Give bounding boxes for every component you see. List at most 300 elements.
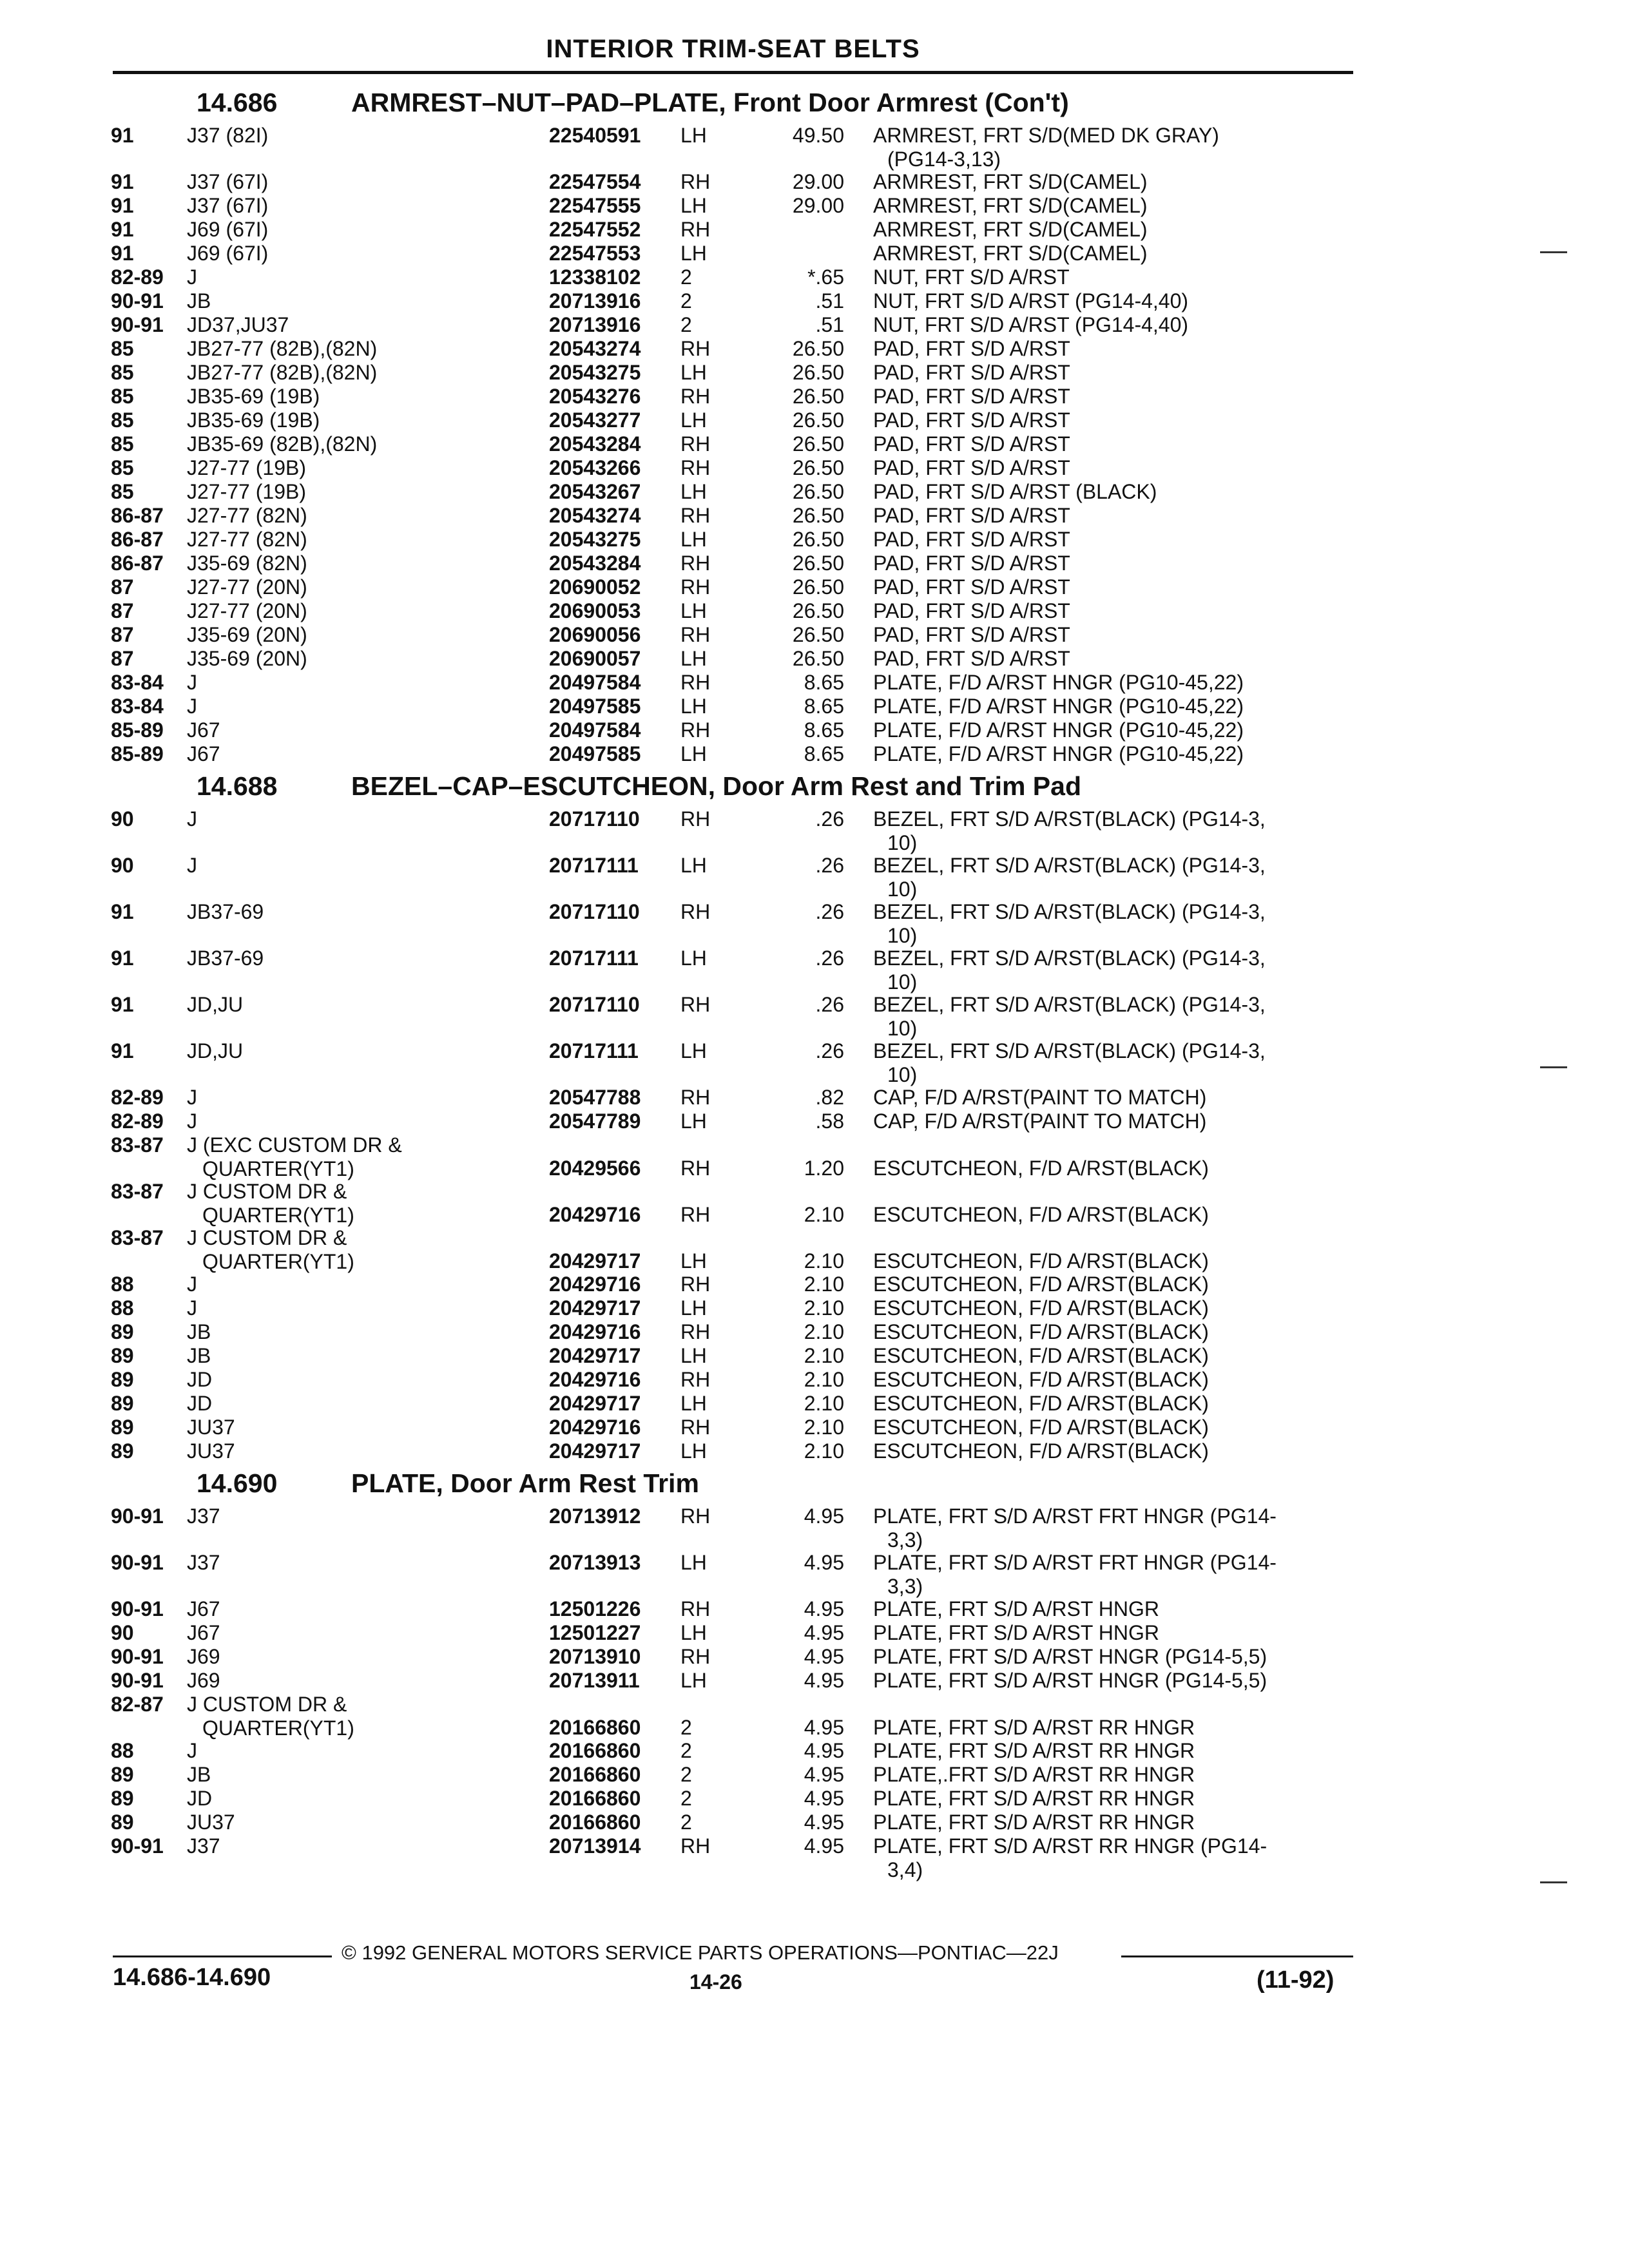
model-cell <box>187 1787 212 1811</box>
quantity: LH <box>680 1621 707 1644</box>
part-number: 20717111 <box>549 854 639 877</box>
part-number: 20690056 <box>549 623 641 646</box>
model-cell <box>187 265 197 289</box>
quantity: RH <box>680 170 711 193</box>
section-number: 14.690 <box>197 1468 278 1498</box>
description-cell <box>873 718 1337 742</box>
description-cell <box>873 361 1337 385</box>
model-cell <box>187 1226 354 1274</box>
model-code: JD,JU <box>187 1039 244 1062</box>
model-cell <box>187 854 197 878</box>
part-number: 20497585 <box>549 695 641 718</box>
description-cell <box>873 385 1337 408</box>
part-number: 20166860 <box>549 1716 641 1739</box>
quantity: LH <box>680 1392 707 1415</box>
quantity: RH <box>680 1368 711 1391</box>
part-number: 22547555 <box>549 194 641 217</box>
description: PLATE, FRT S/D A/RST HNGR <box>873 1621 1159 1644</box>
year-range: 87 <box>111 599 134 622</box>
year-range: 86-87 <box>111 528 164 551</box>
part-row <box>0 575 1629 599</box>
description-cell <box>873 1834 1337 1882</box>
year-range: 90-91 <box>111 1597 164 1620</box>
description: PAD, FRT S/D A/RST <box>873 575 1070 599</box>
part-row <box>0 1669 1629 1693</box>
part-row <box>0 456 1629 480</box>
price: 26.50 <box>792 599 844 622</box>
part-row <box>0 194 1629 218</box>
price: 26.50 <box>792 408 844 432</box>
description: BEZEL, FRT S/D A/RST(BLACK) (PG14-3, <box>873 1039 1266 1062</box>
description-cell <box>873 599 1337 623</box>
model-code: J (EXC CUSTOM DR & <box>187 1133 402 1157</box>
year-range: 85 <box>111 361 134 384</box>
quantity: RH <box>680 1416 711 1439</box>
model-cell <box>187 695 197 718</box>
description: PAD, FRT S/D A/RST <box>873 599 1070 622</box>
model-code: JD <box>187 1368 213 1391</box>
model-cell <box>187 1669 220 1693</box>
part-row <box>0 1763 1629 1787</box>
price: 4.95 <box>804 1834 844 1858</box>
model-code: J <box>187 671 197 694</box>
model-cell <box>187 900 264 924</box>
description: PAD, FRT S/D A/RST <box>873 647 1070 670</box>
year-range: 90-91 <box>111 1834 164 1858</box>
year-range: 85 <box>111 456 134 479</box>
part-row <box>0 1086 1629 1110</box>
price: 8.65 <box>804 742 844 765</box>
part-number: 20429717 <box>549 1296 641 1320</box>
price: 2.10 <box>804 1416 844 1439</box>
price: 4.95 <box>804 1811 844 1834</box>
quantity: LH <box>680 695 707 718</box>
quantity: 2 <box>680 313 692 336</box>
model-code: J69 <box>187 1669 220 1692</box>
part-row <box>0 361 1629 385</box>
quantity: RH <box>680 456 711 479</box>
model-cell <box>187 170 268 194</box>
model-cell <box>187 993 243 1017</box>
section-heading: BEZEL–CAP–ESCUTCHEON, Door Arm Rest and Trim Pad <box>351 771 1082 801</box>
part-number: 20713916 <box>549 313 641 336</box>
model-code: JD,JU <box>187 993 244 1016</box>
description-continued: 3,4) <box>887 1858 923 1881</box>
year-range: 83-87 <box>111 1180 164 1203</box>
part-row <box>0 1693 1629 1739</box>
year-range: 90 <box>111 1621 134 1644</box>
part-row <box>0 695 1629 718</box>
price: 8.65 <box>804 718 844 742</box>
section-heading: ARMREST–NUT–PAD–PLATE, Front Door Armrest (Con't) <box>351 88 1069 117</box>
price: .26 <box>815 854 844 877</box>
description-continued: 3,3) <box>887 1575 923 1598</box>
part-number: 20690053 <box>549 599 641 622</box>
model-code: JD <box>187 1787 213 1810</box>
description: PLATE, FRT S/D A/RST RR HNGR (PG14- <box>873 1834 1268 1858</box>
year-range: 89 <box>111 1811 134 1834</box>
quantity: LH <box>680 1249 707 1273</box>
price: .82 <box>815 1086 844 1109</box>
price: 49.50 <box>792 124 844 147</box>
description-cell <box>873 432 1337 456</box>
part-number: 20717110 <box>549 807 640 831</box>
price: 2.10 <box>804 1439 844 1463</box>
quantity: RH <box>680 1645 711 1668</box>
description-cell <box>873 1344 1337 1368</box>
price: .51 <box>815 313 844 336</box>
description: PLATE, FRT S/D A/RST HNGR (PG14-5,5) <box>873 1669 1268 1692</box>
quantity: RH <box>680 218 711 241</box>
part-number: 20713910 <box>549 1645 641 1668</box>
description: PLATE, FRT S/D A/RST RR HNGR <box>873 1716 1195 1739</box>
model-cell <box>187 599 307 623</box>
year-range: 85 <box>111 408 134 432</box>
model-code: J69 <box>187 1645 220 1668</box>
part-number: 22547552 <box>549 218 641 241</box>
price: 8.65 <box>804 695 844 718</box>
year-range: 85-89 <box>111 718 164 742</box>
model-code: J27-77 (20N) <box>187 575 307 599</box>
model-code: J37 (67I) <box>187 170 269 193</box>
description-continued: (PG14-3,13) <box>887 148 1001 171</box>
part-row <box>0 647 1629 671</box>
part-row <box>0 807 1629 854</box>
description: BEZEL, FRT S/D A/RST(BLACK) (PG14-3, <box>873 854 1266 877</box>
price: 2.10 <box>804 1392 844 1415</box>
price: 29.00 <box>792 194 844 217</box>
quantity: LH <box>680 1039 707 1062</box>
quantity: RH <box>680 1504 711 1528</box>
section-title <box>0 1463 1629 1504</box>
part-number: 20547789 <box>549 1110 641 1133</box>
price: .26 <box>815 947 844 970</box>
quantity: RH <box>680 432 711 456</box>
quantity: RH <box>680 385 711 408</box>
page-number: 14-26 <box>689 1970 742 1994</box>
description-cell <box>873 1039 1337 1087</box>
part-number: 20429716 <box>549 1203 641 1226</box>
margin-mark <box>1540 1881 1567 1883</box>
year-range: 88 <box>111 1739 134 1762</box>
price: 26.50 <box>792 504 844 527</box>
description: ESCUTCHEON, F/D A/RST(BLACK) <box>873 1249 1209 1273</box>
description-cell <box>873 1392 1337 1416</box>
price: 4.95 <box>804 1551 844 1574</box>
part-row <box>0 742 1629 766</box>
year-range: 89 <box>111 1787 134 1810</box>
model-code: J <box>187 265 197 289</box>
model-cell <box>187 504 307 528</box>
model-code: J27-77 (19B) <box>187 456 306 479</box>
quantity: LH <box>680 1344 707 1367</box>
description: NUT, FRT S/D A/RST <box>873 265 1070 289</box>
description: ESCUTCHEON, F/D A/RST(BLACK) <box>873 1368 1209 1391</box>
description-cell <box>873 1296 1337 1320</box>
description: ESCUTCHEON, F/D A/RST(BLACK) <box>873 1203 1209 1226</box>
year-range: 90 <box>111 807 134 831</box>
copyright-notice: © 1992 GENERAL MOTORS SERVICE PARTS OPERATIONS—PONTIAC—22J <box>342 1941 1059 1964</box>
model-code: J67 <box>187 1621 220 1644</box>
footer-rule-right <box>1121 1956 1353 1957</box>
part-row <box>0 854 1629 900</box>
price: 4.95 <box>804 1763 844 1786</box>
price: 26.50 <box>792 647 844 670</box>
model-code: J35-69 (20N) <box>187 623 307 646</box>
part-number: 20543284 <box>549 552 641 575</box>
price: 2.10 <box>804 1249 844 1273</box>
description: ARMREST, FRT S/D(CAMEL) <box>873 170 1148 193</box>
part-row <box>0 124 1629 170</box>
price: *.65 <box>807 265 844 289</box>
part-row <box>0 671 1629 695</box>
quantity: RH <box>680 575 711 599</box>
model-code: J69 (67I) <box>187 218 269 241</box>
model-cell <box>187 408 320 432</box>
part-number: 20166860 <box>549 1787 641 1810</box>
price: 26.50 <box>792 623 844 646</box>
margin-mark <box>1540 1066 1567 1068</box>
description-cell <box>873 1110 1337 1133</box>
part-row <box>0 408 1629 432</box>
quantity: RH <box>680 718 711 742</box>
description-cell <box>873 1645 1337 1669</box>
model-cell <box>187 623 307 647</box>
model-code: J35-69 (20N) <box>187 647 307 670</box>
model-cell <box>187 1551 220 1575</box>
price: 2.10 <box>804 1368 844 1391</box>
price: .26 <box>815 993 844 1016</box>
part-row <box>0 1320 1629 1344</box>
model-cell <box>187 1368 212 1392</box>
model-code: JD <box>187 1392 213 1415</box>
model-code: J CUSTOM DR & <box>187 1180 347 1203</box>
quantity: LH <box>680 194 707 217</box>
model-code: JU37 <box>187 1439 235 1463</box>
part-row <box>0 1597 1629 1621</box>
description-cell <box>873 695 1337 718</box>
year-range: 90-91 <box>111 1669 164 1692</box>
part-row <box>0 432 1629 456</box>
part-row <box>0 242 1629 265</box>
model-code: J <box>187 1739 197 1762</box>
price: 2.10 <box>804 1320 844 1343</box>
year-range: 87 <box>111 647 134 670</box>
description-cell <box>873 124 1337 171</box>
model-cell <box>187 480 306 504</box>
part-row <box>0 1368 1629 1392</box>
year-range: 90-91 <box>111 313 164 336</box>
year-range: 91 <box>111 170 134 193</box>
model-code: J67 <box>187 742 220 765</box>
description: PLATE, F/D A/RST HNGR (PG10-45,22) <box>873 742 1244 765</box>
part-row <box>0 993 1629 1039</box>
quantity: RH <box>680 1273 711 1296</box>
description: NUT, FRT S/D A/RST (PG14-4,40) <box>873 289 1189 312</box>
description: ESCUTCHEON, F/D A/RST(BLACK) <box>873 1273 1209 1296</box>
description-cell <box>873 1716 1337 1740</box>
model-cell <box>187 1763 211 1787</box>
part-number: 20429717 <box>549 1392 641 1415</box>
quantity: LH <box>680 480 707 503</box>
part-row <box>0 1834 1629 1881</box>
model-code: JB35-69 (19B) <box>187 408 320 432</box>
description: PAD, FRT S/D A/RST <box>873 361 1070 384</box>
description-continued: 10) <box>887 831 918 854</box>
description-cell <box>873 480 1337 504</box>
quantity: LH <box>680 742 707 765</box>
description-cell <box>873 1739 1337 1763</box>
part-row <box>0 1039 1629 1086</box>
description-cell <box>873 218 1337 242</box>
description-continued: 10) <box>887 878 918 901</box>
description-cell <box>873 1439 1337 1463</box>
quantity: LH <box>680 854 707 877</box>
description-cell <box>873 742 1337 766</box>
price: 1.20 <box>804 1157 844 1180</box>
quantity: RH <box>680 807 711 831</box>
description: PLATE, FRT S/D A/RST RR HNGR <box>873 1787 1195 1810</box>
quantity: LH <box>680 408 707 432</box>
margin-mark <box>1540 251 1567 253</box>
part-row <box>0 337 1629 361</box>
model-cell <box>187 1320 211 1344</box>
model-cell <box>187 432 377 456</box>
description: PLATE, FRT S/D A/RST FRT HNGR (PG14- <box>873 1504 1277 1528</box>
part-number: 20429717 <box>549 1439 641 1463</box>
description-cell <box>873 671 1337 695</box>
part-number: 12501226 <box>549 1597 641 1620</box>
description: PLATE, F/D A/RST HNGR (PG10-45,22) <box>873 671 1244 694</box>
model-code: J37 (82I) <box>187 124 269 147</box>
model-cell <box>187 1296 197 1320</box>
price: 4.95 <box>804 1504 844 1528</box>
part-row <box>0 1344 1629 1368</box>
year-range: 82-89 <box>111 265 164 289</box>
model-cell <box>187 1180 354 1227</box>
part-number: 20543276 <box>549 385 641 408</box>
quantity: 2 <box>680 1739 692 1762</box>
year-range: 90-91 <box>111 1504 164 1528</box>
quantity: RH <box>680 623 711 646</box>
part-number: 20429716 <box>549 1320 641 1343</box>
year-range: 89 <box>111 1439 134 1463</box>
part-number: 20690057 <box>549 647 641 670</box>
part-number: 20543277 <box>549 408 641 432</box>
description: ESCUTCHEON, F/D A/RST(BLACK) <box>873 1439 1209 1463</box>
quantity: 2 <box>680 289 692 312</box>
part-row <box>0 1504 1629 1551</box>
model-code: JB27-77 (82B),(82N) <box>187 337 378 360</box>
description: PLATE, FRT S/D A/RST RR HNGR <box>873 1811 1195 1834</box>
model-code: JB27-77 (82B),(82N) <box>187 361 378 384</box>
model-cell <box>187 742 220 766</box>
year-range: 85 <box>111 480 134 503</box>
model-cell <box>187 1110 197 1133</box>
model-code: J27-77 (19B) <box>187 480 306 503</box>
part-number: 20717110 <box>549 993 640 1016</box>
model-code: JB <box>187 289 211 312</box>
description: PLATE,.FRT S/D A/RST RR HNGR <box>873 1763 1195 1786</box>
part-row <box>0 1416 1629 1439</box>
section-title <box>0 766 1629 807</box>
quantity: LH <box>680 124 707 147</box>
year-range: 89 <box>111 1320 134 1343</box>
model-cell <box>187 552 307 575</box>
model-code: J <box>187 1273 197 1296</box>
quantity: LH <box>680 1439 707 1463</box>
quantity: RH <box>680 993 711 1016</box>
model-code: JB <box>187 1320 211 1343</box>
model-code-continued: QUARTER(YT1) <box>202 1204 354 1227</box>
year-range: 88 <box>111 1296 134 1320</box>
description: ESCUTCHEON, F/D A/RST(BLACK) <box>873 1157 1209 1180</box>
year-range: 89 <box>111 1368 134 1391</box>
part-number: 20713916 <box>549 289 641 312</box>
part-number: 20543266 <box>549 456 641 479</box>
model-code: J27-77 (82N) <box>187 528 307 551</box>
price: 29.00 <box>792 170 844 193</box>
year-range: 91 <box>111 124 134 147</box>
year-range: 90-91 <box>111 1645 164 1668</box>
part-number: 22547554 <box>549 170 641 193</box>
quantity: 2 <box>680 1716 692 1739</box>
quantity: RH <box>680 552 711 575</box>
year-range: 85 <box>111 337 134 360</box>
price: 4.95 <box>804 1716 844 1739</box>
description-cell <box>873 1504 1337 1552</box>
part-number: 20543267 <box>549 480 641 503</box>
model-code: JB37-69 <box>187 947 264 970</box>
description-cell <box>873 947 1337 994</box>
part-number: 20429716 <box>549 1273 641 1296</box>
part-number: 20543275 <box>549 528 641 551</box>
description-cell <box>873 1597 1337 1621</box>
model-cell <box>187 528 307 552</box>
model-cell <box>187 194 268 218</box>
price: .51 <box>815 289 844 312</box>
description-cell <box>873 289 1337 313</box>
model-cell <box>187 1693 354 1740</box>
part-row <box>0 1110 1629 1133</box>
quantity: RH <box>680 1320 711 1343</box>
description: PLATE, FRT S/D A/RST FRT HNGR (PG14- <box>873 1551 1277 1574</box>
description: PLATE, F/D A/RST HNGR (PG10-45,22) <box>873 695 1244 718</box>
model-cell <box>187 575 307 599</box>
part-row <box>0 1811 1629 1834</box>
part-number: 20713911 <box>549 1669 640 1692</box>
description: CAP, F/D A/RST(PAINT TO MATCH) <box>873 1110 1207 1133</box>
part-number: 20543274 <box>549 337 641 360</box>
price: 2.10 <box>804 1203 844 1226</box>
model-code: J37 <box>187 1504 220 1528</box>
part-number: 20547788 <box>549 1086 641 1109</box>
part-number: 20717110 <box>549 900 640 923</box>
part-number: 20497584 <box>549 671 641 694</box>
model-code: J27-77 (20N) <box>187 599 307 622</box>
price: 8.65 <box>804 671 844 694</box>
quantity: RH <box>680 900 711 923</box>
model-cell <box>187 1344 211 1368</box>
description: BEZEL, FRT S/D A/RST(BLACK) (PG14-3, <box>873 947 1266 970</box>
description: PLATE, FRT S/D A/RST HNGR <box>873 1597 1159 1620</box>
description: ESCUTCHEON, F/D A/RST(BLACK) <box>873 1392 1209 1415</box>
year-range: 82-87 <box>111 1693 164 1716</box>
description-continued: 3,3) <box>887 1528 923 1552</box>
quantity: LH <box>680 1669 707 1692</box>
year-range: 89 <box>111 1344 134 1367</box>
description-continued: 10) <box>887 1063 918 1086</box>
